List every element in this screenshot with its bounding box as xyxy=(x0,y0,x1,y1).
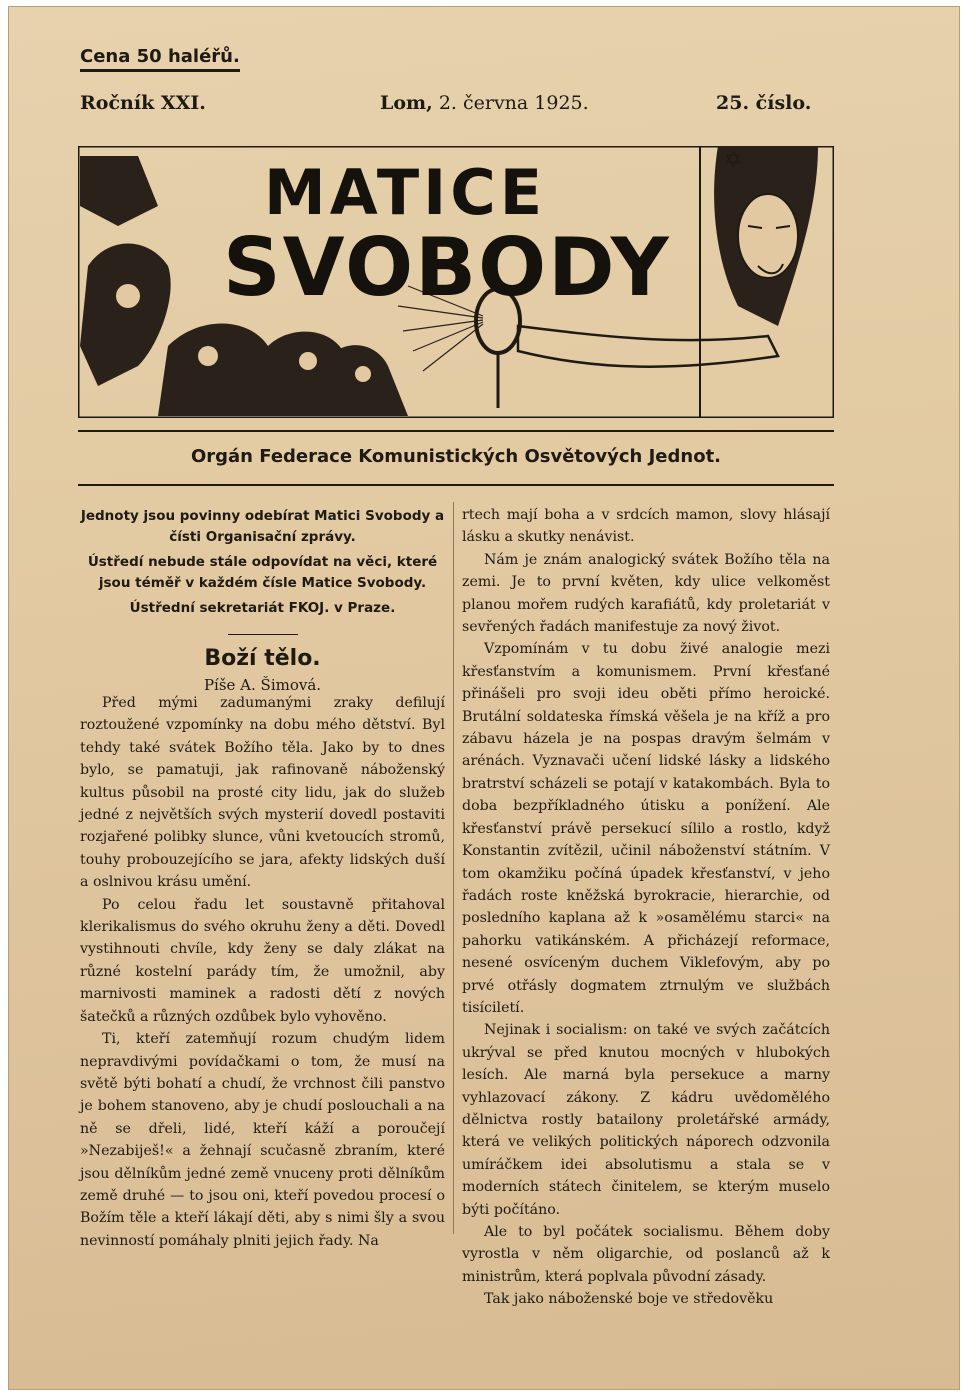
column-divider xyxy=(453,502,454,1234)
notice-line: Jednoty jsou povinny odebírat Matici Svobody a čísti Organisační zprávy. xyxy=(80,508,445,545)
article-paragraph: Tak jako náboženské boje ve středověku xyxy=(484,1291,774,1308)
notice-line: Ústředí nebude stále odpovídat na věci, které jsou téměř v každém čísle Matice Svobody. xyxy=(87,554,438,591)
article-paragraph: Ti, kteří zatemňují rozum chudým lidem nepravdivými povídačkami o tom, že musí na světě býti bohatí a chudí, že vrchnost čili panstvo je bohem stanoveno, aby je chudí poslouchali a na ně se dřeli, lidé, kteří káží a poroučejí »Nezabiješ!« a žehnají scučasně zbraním, které jsou dělníkům jedné země vnuceny proti dělníkům země druhé — to jsou oni, kteří povedou procesí o Božím těle a kteří lákají děti, aby s nimi šly a svou nevinností pomáhaly plniti jejich řady. Na xyxy=(80,1031,445,1249)
article-paragraph: Po celou řadu let soustavně přitahoval klerikalismus do svého okruhu ženy a děti. Dovedl vystihnouti chvíle, kdy ženy se daly zlákat na různé kostelní parády tím, že umožnil, aby marnivosti maminek a radosti dětí z nových šatečků a různých ozdůbek bylo vyhověno. xyxy=(80,896,445,1025)
article-divider xyxy=(228,634,298,635)
newspaper-page xyxy=(8,6,960,1390)
article-paragraph: Ale to byl počátek socialismu. Během doby vyrostla v něm oligarchie, od poslanců až k ministrům, která poplvala původní zásady. xyxy=(462,1224,830,1285)
issue-number: 25. číslo. xyxy=(716,92,812,114)
notice-box xyxy=(80,506,445,623)
article-column-right xyxy=(462,504,830,1311)
date-value: 2. června 1925. xyxy=(438,92,589,114)
masthead-subtitle: Orgán Federace Komunistických Osvětových Jednot. xyxy=(190,446,722,467)
subtitle-rule xyxy=(78,484,834,486)
star-icon: ✡ xyxy=(724,148,743,173)
article-paragraph: Nám je znám analogický svátek Božího těla na zemi. Je to první květen, kdy ulice velkoměst planou mořem rudých karafiátů, kdy proletariát v sevřených řadách manifestuje za nový život. xyxy=(462,551,830,636)
article-author: Píše A. Šimová. xyxy=(203,676,322,694)
notice-line: Ústřední sekretariát FKOJ. v Praze. xyxy=(129,600,396,616)
date-line xyxy=(380,92,589,114)
article-paragraph: Vzpomínám v tu dobu živé analogie mezi křesťanstvím a komunismem. První křesťané přinášeli pro svoji ideu oběti přímo heroické. Brutální soldateska římská věšela je na kříž a pro zábavu házela je na pospas dravým šelmám v arénách. Vyznavači učení lidské lásky a lidského bratrství scházeli se potají v katakombách. Byla to doba bezpříkladného útisku a ponížení. Ale křesťanství právě persekucí sílilo a rostlo, když Konstantin zvítězil, učinil náboženství státním. V tom okamžiku počíná úpadek křesťanství, v jeho řadách roste kněžská byrokracie, hierarchie, od posledního kaplana až k »osamělému starci« na pahorku vatikánském. A přicházejí reformace, nesené osvíceným duchem Viklefovým, aby po prvé otřásly dogmatem ztrnulým ve službách tisíciletí. xyxy=(462,641,830,1016)
article-title: Boží tělo. xyxy=(204,646,321,671)
article-paragraph: rtech mají boha a v srdcích mamon, slovy hlásají lásku a skutky nenávist. xyxy=(462,507,830,546)
article-paragraph: Před mými zadumanými zraky defilují roztoužené vzpomínky na dobu mého dětství. Byl tehdy také svátek Božího těla. Jako by to dnes bylo, se pamatuji, jak rafinovaně náboženský kultus působil na prosté city lidu, jak do služeb jedné z největších svých mysterií dovedl postaviti rozjařené polibky slunce, vůni kvetoucích stromů, touhy probouzejícího se jara, afekty lidských duší a oslnivou krásu umění. xyxy=(80,695,445,891)
masthead-title-line1: MATICE xyxy=(264,156,547,229)
article-column-left xyxy=(80,692,445,1252)
price-label: Cena 50 haléřů. xyxy=(80,46,240,72)
date-place: Lom, xyxy=(380,92,433,114)
volume-label: Ročník XXI. xyxy=(80,92,206,114)
article-paragraph: Nejinak i socialism: on také ve svých začátcích ukrýval se před knutou mocných v hlubokých lesích. Ale marná byla persekuce a marny vyhlazovací zákony. Z kádru uvědomělého dělnictva rostly batailony proletářské armády, která ve velikých politických náporech odzvonila umíráčkem idei absolutismu a stala se v moderních státech činitelem, se kterým muselo býti počítáno. xyxy=(462,1022,830,1218)
masthead-title-line2: SVOBODY xyxy=(223,221,671,314)
masthead-rule xyxy=(78,430,834,432)
